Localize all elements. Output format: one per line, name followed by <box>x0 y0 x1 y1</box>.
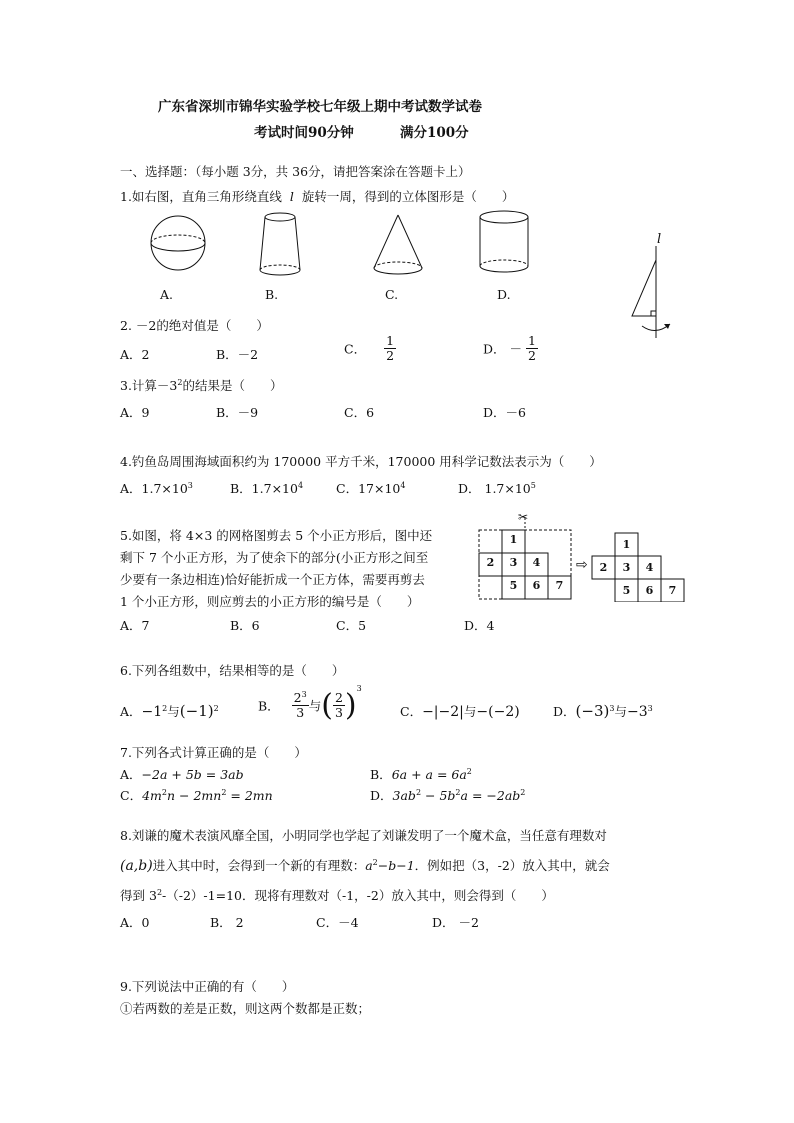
section-heading: 一、选择题：（每小题 3分，共 36分，请把答案涂在答题卡上） <box>120 164 471 179</box>
fraction-numerator: 1 <box>527 333 536 348</box>
q6-b-sup: 3 <box>356 684 362 693</box>
q7-a-expr: −2a + 5b = 3ab <box>141 767 244 782</box>
question-4-stem: 4.钓鱼岛周围海域面积约为 170000 平方千米，170000 用科学记数法表示为（ ） <box>120 454 602 469</box>
q5-option-c[interactable]: C．5 <box>336 618 367 633</box>
net-cell-1: 1 <box>622 538 631 551</box>
question-1-stem <box>120 187 514 205</box>
q6-c-expr-2: −(−2) <box>476 704 520 720</box>
q2-option-d-fraction <box>526 334 538 363</box>
q7-d-s1: 2 <box>415 788 422 797</box>
q8-expr-b: −b−1 <box>377 858 415 873</box>
q6-d-expr-1: (−3) <box>575 702 610 720</box>
page-title: 广东省深圳市锦华实验学校七年级上期中考试数学试卷 <box>158 99 482 115</box>
q4-option-d-exp: 5 <box>530 481 536 490</box>
fraction-numerator: 1 <box>386 333 395 348</box>
question-9-item-1: ①若两数的差是正数，则这两个数都是正数； <box>120 1001 371 1016</box>
fraction-numerator <box>292 691 309 706</box>
arrow-icon: ⇨ <box>576 557 588 573</box>
sphere-figure <box>148 210 208 276</box>
q4-option-b-exp: 4 <box>297 481 304 490</box>
q4-option-b[interactable] <box>230 479 303 497</box>
q6-a-expr-2: (−1) <box>179 702 214 720</box>
grid-cell-2: 2 <box>486 556 495 569</box>
q6-a-sup-1: 2 <box>162 704 168 713</box>
q7-d-p3: a = −2ab <box>460 788 521 803</box>
q7-d-s3: 2 <box>520 788 526 797</box>
q6-option-a-label: A． <box>120 704 142 719</box>
cylinder-figure <box>476 208 532 278</box>
q6-b-mid: 与 <box>308 698 322 714</box>
question-2-stem: 2. －2的绝对值是（ ） <box>120 318 269 333</box>
q8-line2-end: ．例如把（3，-2）放入其中，就会 <box>414 858 610 873</box>
q6-option-d[interactable] <box>553 702 653 720</box>
q1-option-c[interactable]: C. <box>385 287 399 302</box>
q3-option-b[interactable]: B．－9 <box>216 405 259 420</box>
right-paren-icon: ) <box>344 688 357 723</box>
q7-c-s1: 2 <box>161 788 167 797</box>
fraction-denominator: 2 <box>527 347 536 363</box>
q7-c-s2: 2 <box>221 788 227 797</box>
q8-option-c[interactable]: C．－4 <box>316 915 359 930</box>
q4-option-b-base: B．1.7×10 <box>230 481 298 496</box>
question-3-text: 3.计算－3 <box>120 378 178 393</box>
q7-d-p1: 3ab <box>392 788 416 803</box>
question-1-var: l <box>289 189 294 204</box>
cone-figure <box>370 212 426 278</box>
q2-option-d[interactable] <box>483 334 538 363</box>
q1-option-b[interactable]: B. <box>265 287 279 302</box>
exam-time: 考试时间90分钟 <box>254 125 354 141</box>
grid-cell-7: 7 <box>555 579 564 592</box>
q7-option-c[interactable] <box>120 786 273 804</box>
q1-option-d[interactable]: D. <box>497 287 511 302</box>
q6-d-expr-2: −3 <box>626 704 648 720</box>
q6-c-mid: 与 <box>463 704 477 719</box>
q3-option-c[interactable]: C．6 <box>344 405 375 420</box>
fraction-denominator: 2 <box>386 347 395 363</box>
q7-c-p3: = 2mn <box>226 788 273 803</box>
question-6-stem: 6.下列各组数中，结果相等的是（ ） <box>120 663 345 678</box>
right-triangle-axis-figure <box>620 230 680 345</box>
question-5-line-1: 5.如图，将 4×3 的网格图剪去 5 个小正方形后，图中还 <box>120 528 433 543</box>
fraction-numerator: 2 <box>334 690 343 706</box>
q8-pair: (a,b) <box>120 858 153 874</box>
q6-option-d-label: D． <box>553 704 576 719</box>
q6-option-b[interactable] <box>258 684 362 723</box>
question-3-exponent: 2 <box>177 378 183 387</box>
q4-option-a[interactable] <box>120 479 193 497</box>
question-3-text-end: 的结果是（ ） <box>182 378 283 393</box>
q7-option-b-label: B． <box>370 767 392 782</box>
q7-option-d-label: D． <box>370 788 393 803</box>
q6-a-sup-2: 2 <box>213 704 219 713</box>
q7-option-a[interactable] <box>120 765 244 783</box>
q6-a-expr-1: −1 <box>141 704 163 720</box>
question-8-line-1: 8.刘谦的魔术表演风靡全国，小明同学也学起了刘谦发明了一个魔术盒，当任意有理数对 <box>120 828 607 843</box>
net-cell-2: 2 <box>599 561 608 574</box>
q6-d-sup-1: 3 <box>609 704 615 713</box>
net-cell-3: 3 <box>622 561 631 574</box>
q6-c-expr-1: −|−2| <box>422 704 464 720</box>
q6-option-c-label: C． <box>400 704 423 719</box>
q6-option-c[interactable] <box>400 702 520 720</box>
q7-d-p2: − 5b <box>421 788 456 803</box>
q2-option-b[interactable]: B．－2 <box>216 347 259 362</box>
q6-b-fraction-1 <box>292 691 309 720</box>
frustum-figure <box>256 210 304 278</box>
q4-option-c[interactable] <box>336 479 405 497</box>
q4-option-d[interactable] <box>458 479 536 497</box>
q6-b-num-sup: 3 <box>301 690 307 700</box>
fraction-denominator: 3 <box>296 705 305 720</box>
scissors-icon: ✂ <box>518 510 529 524</box>
grid-cell-6: 6 <box>532 579 541 592</box>
q7-option-c-label: C． <box>120 788 143 803</box>
q7-option-d[interactable] <box>370 786 525 804</box>
q2-option-c[interactable] <box>344 334 396 363</box>
grid-cell-5: 5 <box>509 579 518 592</box>
q2-option-d-label: D． － <box>483 341 522 357</box>
q1-option-a[interactable]: A. <box>160 287 174 302</box>
q8-option-d[interactable]: D． －2 <box>432 915 479 930</box>
q4-option-d-base: D． 1.7×10 <box>458 481 531 496</box>
q8-option-b[interactable]: B． 2 <box>210 915 244 930</box>
q7-d-s2: 2 <box>455 788 461 797</box>
question-5-line-4: 1 个小正方形，则应剪去的小正方形的编号是（ ） <box>120 594 420 609</box>
question-1-text: 1.如右图，直角三角形绕直线 <box>120 189 282 204</box>
question-8-line-2 <box>120 856 610 874</box>
q4-option-a-exp: 3 <box>187 481 193 490</box>
q3-option-a[interactable]: A．9 <box>120 405 150 420</box>
q8-expr-sup: 2 <box>372 858 378 867</box>
net-cell-5: 5 <box>622 584 631 597</box>
q5-option-d[interactable]: D．4 <box>464 618 495 633</box>
q5-option-a[interactable]: A．7 <box>120 618 150 633</box>
q6-d-sup-2: 3 <box>647 704 653 713</box>
grid-cell-4: 4 <box>532 556 541 569</box>
full-score: 满分100分 <box>400 125 469 141</box>
q7-b-expr: 6a + a = 6a <box>391 767 467 782</box>
q8-line2-mid: 进入其中时，会得到一个新的有理数： <box>152 858 366 873</box>
q4-option-a-base: A．1.7×10 <box>120 481 188 496</box>
q7-option-b[interactable] <box>370 765 472 783</box>
left-paren-icon: ( <box>321 688 333 723</box>
question-9-stem: 9.下列说法中正确的有（ ） <box>120 979 295 994</box>
q7-option-a-label: A． <box>120 767 142 782</box>
question-8-line-3 <box>120 886 554 904</box>
q6-option-a[interactable] <box>120 702 219 720</box>
net-cell-7: 7 <box>668 584 677 597</box>
q7-c-p2: n − 2mn <box>166 788 222 803</box>
q8-option-a[interactable]: A．0 <box>120 915 150 930</box>
question-3-stem <box>120 376 283 394</box>
q5-option-b[interactable]: B．6 <box>230 618 260 633</box>
q8-line3-sup: 2 <box>156 888 163 897</box>
q8-expr-a: a <box>365 858 373 873</box>
question-5-line-3: 少要有一条边相连)恰好能折成一个正方体，需要再剪去 <box>120 572 425 587</box>
fraction-denominator: 3 <box>334 705 343 720</box>
q6-b-num: 2 <box>293 690 302 706</box>
q7-b-sup: 2 <box>466 767 472 776</box>
axis-label-l: l <box>657 232 662 247</box>
q7-c-p1: 4m <box>142 788 162 803</box>
q2-option-c-fraction <box>384 334 396 363</box>
net-cell-4: 4 <box>645 561 654 574</box>
question-7-stem: 7.下列各式计算正确的是（ ） <box>120 745 307 760</box>
q8-line3-post: -（-2）-1=10．现将有理数对（-1，-2）放入其中，则会得到（ ） <box>162 888 554 903</box>
grid-cell-1: 1 <box>509 533 518 546</box>
question-5-line-2: 剩下 7 个小正方形，为了使余下的部分(小正方形之间至 <box>120 550 429 565</box>
q2-option-c-label: C． <box>344 341 367 357</box>
question-1-text-end: 旋转一周，得到的立体图形是（ ） <box>301 189 515 204</box>
q4-option-c-exp: 4 <box>400 481 406 490</box>
q8-line3-pre: 得到 3 <box>120 888 157 903</box>
q6-a-mid: 与 <box>167 704 180 719</box>
q4-option-c-base: C．17×10 <box>336 481 401 496</box>
q6-d-mid: 与 <box>614 704 627 719</box>
net-cell-6: 6 <box>645 584 654 597</box>
grid-cell-3: 3 <box>509 556 518 569</box>
q3-option-d[interactable]: D．－6 <box>483 405 526 420</box>
q2-option-a[interactable]: A．2 <box>120 347 150 362</box>
q6-option-b-label: B． <box>258 698 280 714</box>
q6-b-fraction-2 <box>333 691 345 720</box>
